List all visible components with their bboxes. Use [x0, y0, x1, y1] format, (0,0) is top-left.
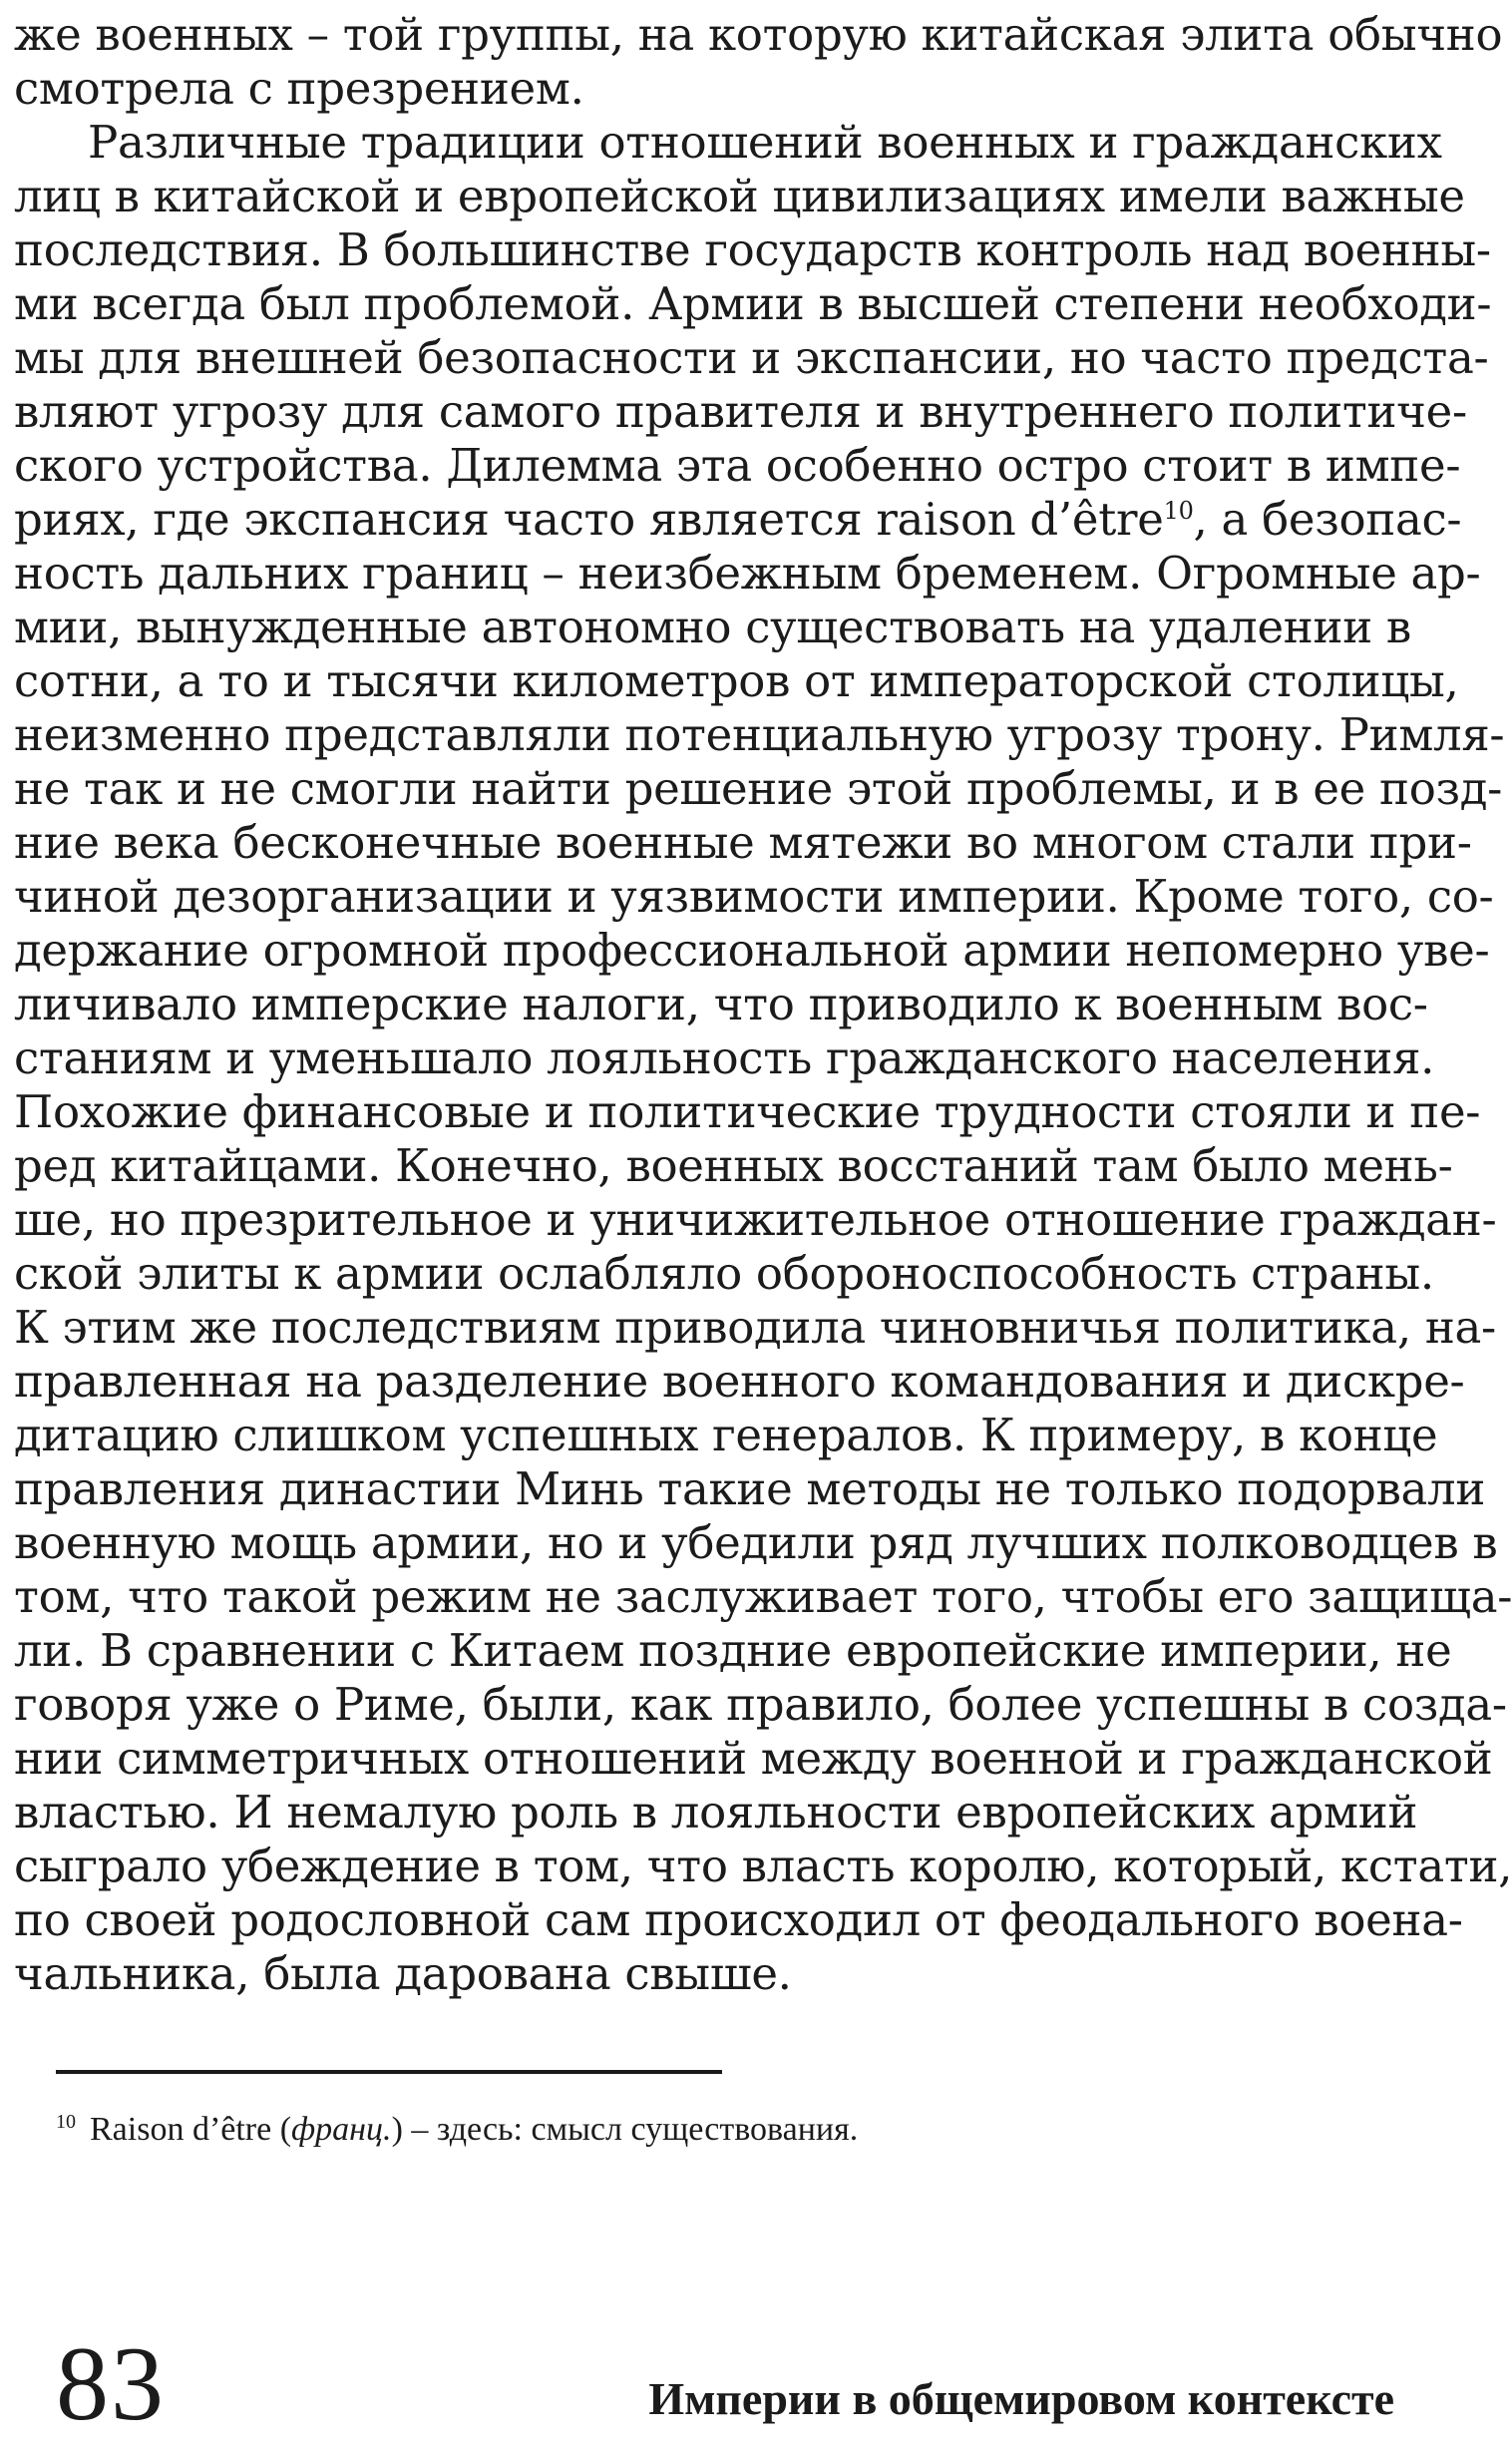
text-line-14: неизменно представляли потенциальную угрозу трону. Римля-: [14, 708, 1505, 761]
footnote-text-italic: франц.: [291, 2111, 392, 2148]
footnote-reference[interactable]: 10: [1163, 497, 1194, 525]
text-line-10-head: риях, где экспансия часто является raison d’être: [14, 493, 1164, 546]
page-number: 83: [56, 2325, 166, 2442]
text-line-15: не так и не смогли найти решение этой проблемы, и в ее позд-: [14, 762, 1503, 815]
text-line-13: сотни, а то и тысячи километров от императорской столицы,: [14, 654, 1459, 707]
text-line-5: последствия. В большинстве государств контроль над военны-: [14, 223, 1491, 276]
text-line-8: вляют угрозу для самого правителя и внутреннего политиче-: [14, 385, 1467, 438]
text-line-27: дитацию слишком успешных генералов. К примеру, в конце: [14, 1409, 1438, 1461]
text-line-17: чиной дезорганизации и уязвимости империи. Кроме того, со-: [14, 870, 1494, 923]
text-line-23: ше, но презрительное и уничижительное отношение граждан-: [14, 1193, 1497, 1246]
text-line-11: ность дальних границ – неизбежным бременем. Огромные ар-: [14, 547, 1481, 600]
text-line-37: чальника, была дарована свыше.: [14, 1947, 792, 2000]
text-line-28: правления династии Минь такие методы не только подорвали: [14, 1462, 1486, 1515]
text-line-36: по своей родословной сам происходил от феодального воена-: [14, 1893, 1463, 1946]
text-line-25: К этим же последствиям приводила чиновничья политика, на-: [14, 1301, 1496, 1354]
book-page: [14, 0, 1512, 2454]
text-line-10-tail: , а безопас-: [1193, 493, 1462, 546]
text-line-18: держание огромной профессиональной армии непомерно уве-: [14, 924, 1490, 977]
text-line-2: смотрела с презрением.: [14, 62, 584, 115]
footnote-mark: 10: [56, 2110, 76, 2133]
text-line-7: мы для внешней безопасности и экспансии, но часто предста-: [14, 331, 1489, 384]
text-line-16: ние века бесконечные военные мятежи во многом стали при-: [14, 816, 1472, 869]
text-line-34: властью. И немалую роль в лояльности европейских армий: [14, 1786, 1418, 1839]
text-line-20: станиям и уменьшало лояльность гражданского населения.: [14, 1031, 1435, 1084]
text-line-21: Похожие финансовые и политические трудности стояли и пе-: [14, 1085, 1481, 1138]
running-title: Империи в общемировом контексте: [648, 2373, 1394, 2424]
text-line-12: мии, вынужденные автономно существовать на удалении в: [14, 601, 1411, 653]
text-line-10: [14, 493, 1462, 547]
text-line-19: личивало имперские налоги, что приводило к военным вос-: [14, 978, 1428, 1030]
text-line-1: же военных – той группы, на которую китайская элита обычно: [14, 8, 1503, 61]
text-line-6: ми всегда был проблемой. Армии в высшей степени необходи-: [14, 277, 1492, 330]
text-line-35: сыграло убеждение в том, что власть королю, который, кстати,: [14, 1840, 1512, 1892]
text-line-3: Различные традиции отношений военных и гражданских: [88, 116, 1442, 169]
text-line-26: правленная на разделение военного командования и дискре-: [14, 1355, 1465, 1408]
text-line-9: ского устройства. Дилемма эта особенно остро стоит в импе-: [14, 439, 1461, 492]
text-line-22: ред китайцами. Конечно, военных восстаний там было мень-: [14, 1139, 1453, 1192]
text-line-24: ской элиты к армии ослабляло обороноспособность страны.: [14, 1247, 1434, 1300]
text-line-33: нии симметричных отношений между военной и гражданской: [14, 1732, 1493, 1785]
text-line-29: военную мощь армии, но и убедили ряд лучших полководцев в: [14, 1516, 1498, 1569]
text-line-30: том, что такой режим не заслуживает того, чтобы его защища-: [14, 1570, 1512, 1623]
footnote: [56, 2105, 858, 2155]
text-line-32: говоря уже о Риме, были, как правило, более успешны в созда-: [14, 1678, 1507, 1731]
text-line-4: лиц в китайской и европейской цивилизациях имели важные: [14, 170, 1465, 222]
footnote-text-after: ) – здесь: смысл существования.: [391, 2111, 859, 2148]
footnote-text-before: Raison d’être (: [90, 2111, 292, 2148]
footnote-divider: [56, 2070, 722, 2074]
text-line-31: ли. В сравнении с Китаем поздние европейские империи, не: [14, 1624, 1452, 1677]
